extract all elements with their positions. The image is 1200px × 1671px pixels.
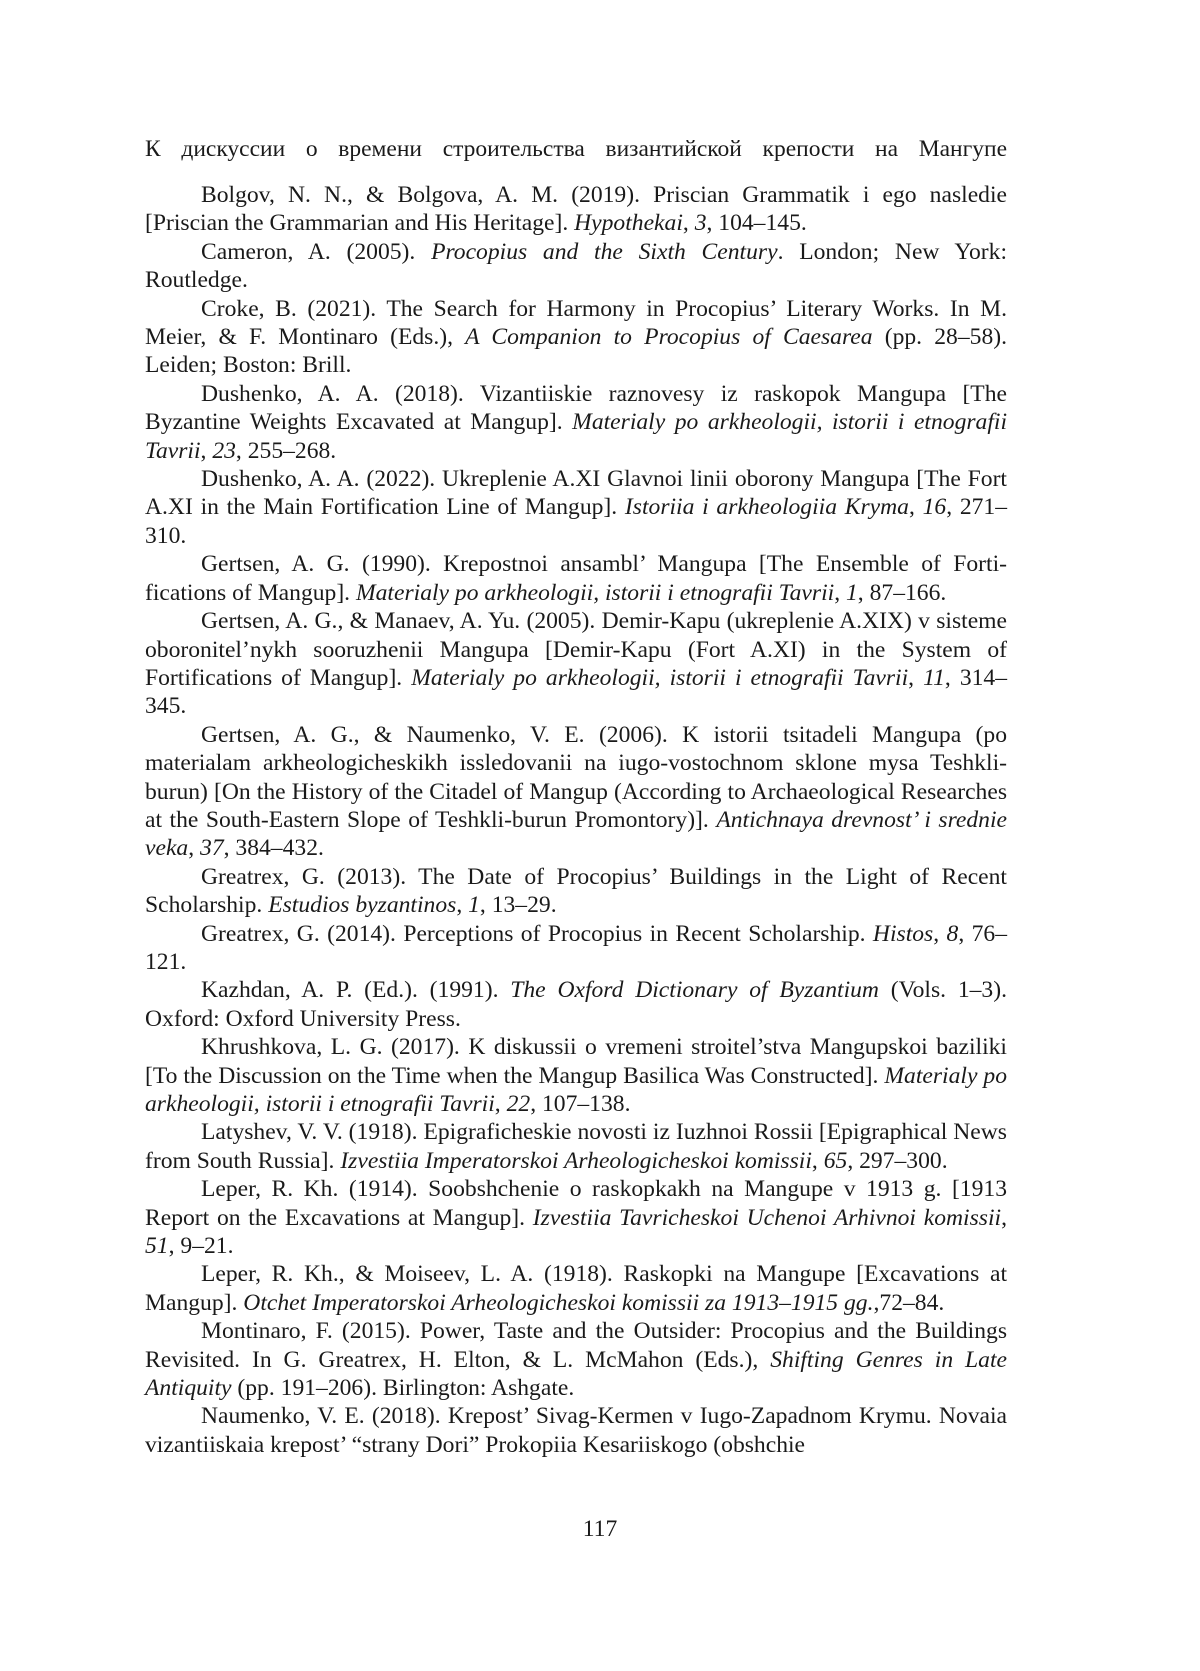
ref-volume: 1 (846, 579, 858, 606)
ref-pages: , 76–121. (145, 920, 1008, 975)
ref-journal: Shifting Genres in Late Antiquity (145, 1346, 1008, 1402)
ref-text: , (908, 494, 923, 521)
ref-text: , (494, 1091, 507, 1117)
ref-volume: 16 (922, 494, 947, 521)
ref-text: , (933, 920, 947, 947)
reference-list (145, 181, 1007, 1459)
ref-text: Latyshev, V. V. (1918). Epigraficheskie novosti iz Iuzhnoi Rossii [Epigraphical News from South Russia]. (145, 1119, 1007, 1174)
ref-text: Croke, B. (2021). The Search for Harmony in Procopius’ Literary Works. In M. Meier, & F. Montinaro (Eds.), (145, 295, 1007, 351)
ref-volume: 8 (946, 920, 959, 947)
reference-entry (145, 550, 1007, 607)
reference-entry (145, 1175, 1007, 1260)
ref-volume: 65 (823, 1147, 848, 1174)
ref-journal: Histos (872, 920, 934, 947)
ref-text: Leper, R. Kh., & Moiseev, L. A. (1918). Raskopki na Mangupe [Excavations at Mangup]. (145, 1261, 1007, 1316)
ref-journal: Materialy po arkheologii, istorii i etnografii Tavrii (145, 1062, 1007, 1117)
ref-text: (pp. 28–58). Leiden; Boston: Brill. (145, 324, 1007, 379)
ref-text: Cameron, A. (2005). (201, 238, 432, 265)
ref-text: Bolgov, N. N., & Bolgova, A. M. (2019). Priscian Grammatik i ego nasledie [Priscian the Grammarian and His Heritage]. (145, 182, 1007, 237)
ref-text: , (834, 579, 846, 606)
reference-entry (145, 380, 1007, 465)
ref-journal: The Oxford Dictionary of Byzantium (510, 977, 879, 1004)
reference-entry (145, 295, 1007, 380)
ref-pages: , 104–145. (706, 210, 807, 237)
ref-volume: 1 (468, 892, 480, 919)
ref-text: Naumenko, V. E. (2018). Krepost’ Sivag-Kermen v Iugo-Zapadnom Krymu. Novaia vizantiiskaia krepost’ “strany Dori” Prokopiia Kesariiskogo (obshchie (145, 1403, 1007, 1458)
reference-entry (145, 1402, 1007, 1459)
reference-entry (145, 920, 1007, 977)
ref-text: Gertsen, A. G. (1990). Krepostnoi ansambl’ Mangupa [The Ensemble of Fortifications of Mangup]. (145, 551, 1007, 606)
ref-journal: A Companion to Procopius of Caesarea (465, 324, 873, 351)
ref-journal: Materialy po arkheologii, istorii i etnografii Tavrii (355, 579, 835, 606)
ref-volume: 22 (506, 1091, 531, 1117)
ref-journal: Hypothekai (574, 210, 683, 237)
reference-entry (145, 976, 1007, 1033)
ref-volume: 37 (200, 835, 224, 862)
ref-text: , (811, 1147, 824, 1174)
reference-entry (145, 607, 1007, 721)
reference-entry (145, 238, 1007, 295)
ref-text: Khrushkova, L. G. (2017). K diskussii o vremeni stroitel’stva Mangupskoi baziliki [To the Discussion on the Time when the Mangup Basilica Was Constructed]. (145, 1034, 1007, 1089)
ref-text: (Vols. 1–3). Oxford: Oxford University Press. (145, 977, 1007, 1032)
ref-text: Dushenko, A. A. (2022). Ukreplenie A.XI Glavnoi linii oborony Mangupa [The Fort A.XI in the Main Fortification Line of Mangup]. (145, 466, 1007, 521)
ref-text: Gertsen, A. G., & Naumenko, V. E. (2006). K istorii tsitadeli Mangupa (po materialam arkheologicheskikh issledovanii na iugo-vostochnom sklone mysa Teshkli-burun) [On the History of the Citadel of Mangup (According to Archaeological Researches at the South-Eastern Slope of Teshkli-burun Promontory)]. (145, 721, 1007, 833)
running-head: К дискуссии о времени строительства византийской крепости на Мангупе (145, 136, 1007, 162)
ref-text: . London; New York: Routledge. (145, 238, 1007, 294)
ref-volume: 23 (212, 437, 236, 464)
ref-text: Kazhdan, A. P. (Ed.). (1991). (201, 977, 511, 1004)
ref-journal: Materialy po arkheologii, istorii i etnografii Tavrii (411, 664, 909, 691)
reference-entry (145, 181, 1007, 238)
reference-entry (145, 721, 1007, 863)
ref-pages: , 314–345. (145, 664, 1008, 720)
ref-journal: Estudios byzantinos (268, 892, 457, 919)
ref-journal: Antichnaya drevnost’ i srednie veka (145, 806, 1007, 862)
ref-pages: , 107–138. (530, 1091, 631, 1117)
ref-text: Gertsen, A. G., & Manaev, A. Yu. (2005). Demir-Kapu (ukreplenie A.XIX) v sisteme oboronitel’nykh sooruzhenii Mangupa [Demir-Kapu (Fort A.XI) in the System of Fortifications of Mangup]. (145, 608, 1007, 691)
ref-pages: , 9–21. (168, 1233, 234, 1260)
ref-text: , (682, 210, 695, 237)
ref-pages: , 87–166. (857, 579, 947, 606)
ref-text: , (456, 892, 469, 919)
ref-journal: Procopius and the Sixth Century (431, 238, 778, 265)
reference-entry (145, 1118, 1007, 1175)
ref-text: Montinaro, F. (2015). Power, Taste and the Outsider: Procopius and the Buildings Revisited. In G. Greatrex, H. Elton, & L. McMahon (Eds.), (145, 1318, 1007, 1373)
ref-text: Greatrex, G. (2013). The Date of Procopius’ Buildings in the Light of Recent Scholarship. (145, 863, 1007, 919)
ref-pages: , 13–29. (479, 892, 557, 919)
ref-text: , (188, 835, 201, 862)
ref-text: ,72–84. (873, 1289, 945, 1316)
ref-volume: 51 (145, 1233, 169, 1260)
ref-pages: , 271–310. (145, 494, 1008, 549)
ref-text: (pp. 191–206). Birlington: Ashgate. (231, 1375, 575, 1402)
reference-entry (145, 1260, 1007, 1317)
ref-text: Dushenko, A. A. (2018). Vizantiiskie raznovesy iz raskopok Mangupa [The Byzantine Weights Excavated at Mangup]. (145, 380, 1007, 436)
ref-pages: , 297–300. (847, 1147, 948, 1174)
ref-journal: Istoriia i arkheologiia Kryma (624, 494, 909, 521)
ref-pages: , 255–268. (235, 437, 337, 464)
ref-journal: Izvestiia Imperatorskoi Arheologicheskoi komissii (340, 1147, 812, 1174)
ref-journal: Materialy po arkheologii, istorii i etnografii Tavrii (145, 409, 1008, 464)
ref-pages: , 384–432. (223, 835, 324, 862)
reference-entry (145, 1317, 1007, 1402)
ref-text: , (908, 664, 924, 691)
reference-entry (145, 1033, 1007, 1118)
reference-entry (145, 863, 1007, 920)
reference-entry (145, 465, 1007, 550)
ref-journal: Otchet Imperatorskoi Arheologicheskoi komissii za 1913–1915 gg. (243, 1289, 874, 1316)
ref-volume: 3 (694, 210, 707, 237)
ref-text: , (1001, 1204, 1007, 1231)
page-number: 117 (582, 1516, 618, 1542)
ref-text: Leper, R. Kh. (1914). Soobshchenie o raskopkakh na Mangupe v 1913 g. [1913 Report on the Excavations at Mangup]. (145, 1176, 1007, 1231)
ref-text: Greatrex, G. (2014). Perceptions of Procopius in Recent Scholarship. (201, 920, 873, 947)
ref-volume: 11 (923, 664, 945, 691)
ref-journal: Izvestiia Tavricheskoi Uchenoi Arhivnoi komissii (532, 1204, 1002, 1231)
ref-text: , (200, 437, 213, 464)
